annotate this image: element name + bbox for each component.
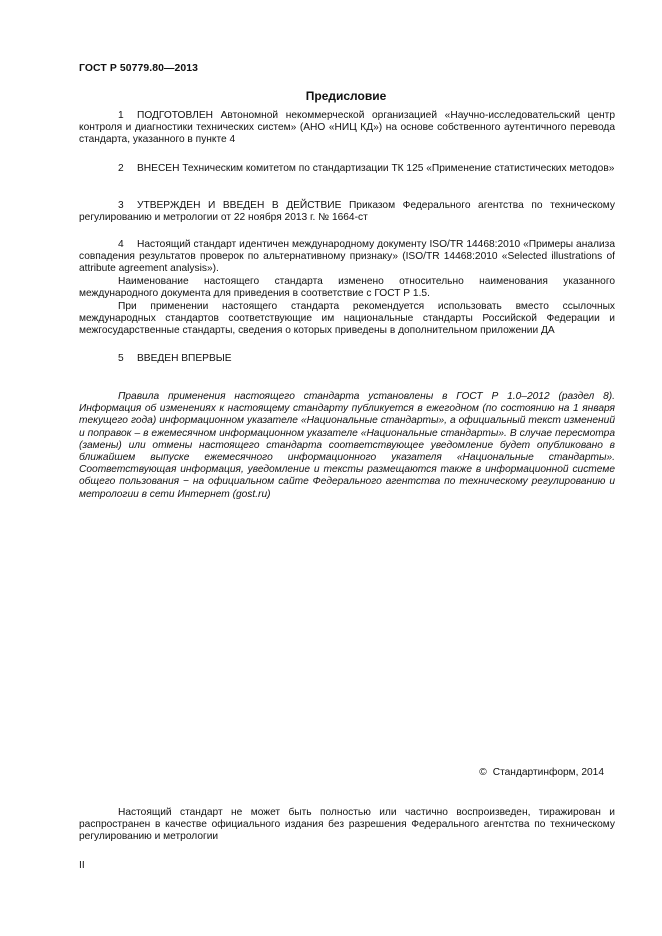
item-text: ПОДГОТОВЛЕН Автономной некоммерческой организацией «Научно-исследовательский центр контроля и диагностики технических систем» (АНО «НИЦ КД») на основе собственного аутентичного перевода стандарта, указанного в пункте 4 — [79, 110, 615, 146]
item-number: 1 — [118, 110, 124, 121]
application-rules-notice: Правила применения настоящего стандарта установлены в ГОСТ Р 1.0–2012 (раздел 8). Информация об изменениях к настоящему стандарту публикуется в ежегодном (по состоянию на 1 января текущего года) информационном указателе «Национальные стандарты», а официальный текст изменений и поправок – в ежемесячном информационном указателе «Национальные стандарты». В случае пересмотра (замены) или отмены настоящего стандарта соответствующее уведомление будет опубликовано в ближайшем выпуске ежемесячного информационного указателя «Национальные стандарты». Соответствующая информация, уведомление и тексты размещаются также в информационной системе общего пользования − на официальном сайте Федерального агентства по техническому регулированию и метрологии в сети Интернет (gost.ru) — [79, 391, 615, 500]
page-number: II — [79, 860, 85, 871]
foreword-item-4 — [79, 239, 615, 276]
item-number: 5 — [118, 353, 124, 364]
foreword-item-4-note-1: Наименование настоящего стандарта изменено относительно наименования указанного международного документа для приведения в соответствие с ГОСТ Р 1.5. — [79, 276, 615, 300]
reproduction-notice: Настоящий стандарт не может быть полностью или частично воспроизведен, тиражирован и распространен в качестве официального издания без разрешения Федерального агентства по техническому регулированию и метрологии — [79, 807, 615, 843]
item-text: Настоящий стандарт идентичен международному документу ISO/TR 14468:2010 «Примеры анализа совпадения результатов проверок по альтернативному признаку» (ISO/TR 14468:2010 «Selected illustrations of attribute agreement analysis»). — [79, 239, 615, 275]
foreword-item-1 — [79, 110, 615, 147]
item-text: УТВЕРЖДЕН И ВВЕДЕН В ДЕЙСТВИЕ Приказом Федерального агентства по техническому регулированию и метрологии от 22 ноября 2013 г. № 1664-ст — [79, 200, 615, 224]
item-text: ВНЕСЕН Техническим комитетом по стандартизации ТК 125 «Применение статистических методов» — [137, 163, 615, 174]
page-title: Предисловие — [305, 89, 387, 103]
item-text: ВВЕДЕН ВПЕРВЫЕ — [137, 353, 232, 364]
copyright-line — [479, 767, 604, 779]
copyright-symbol: © — [479, 767, 487, 778]
foreword-item-4-note-2: При применении настоящего стандарта рекомендуется использовать вместо ссылочных международных стандартов соответствующие им национальные стандарты Российской Федерации и межгосударственные стандарты, сведения о которых приведены в дополнительном приложении ДА — [79, 301, 615, 337]
item-number: 4 — [118, 239, 124, 250]
item-number: 2 — [118, 163, 124, 174]
foreword-item-2 — [79, 163, 615, 175]
foreword-item-5 — [79, 353, 615, 365]
copyright-text: Стандартинформ, 2014 — [492, 767, 604, 778]
item-number: 3 — [118, 200, 124, 211]
document-header-code: ГОСТ Р 50779.80—2013 — [79, 63, 198, 74]
foreword-item-3 — [79, 200, 615, 224]
